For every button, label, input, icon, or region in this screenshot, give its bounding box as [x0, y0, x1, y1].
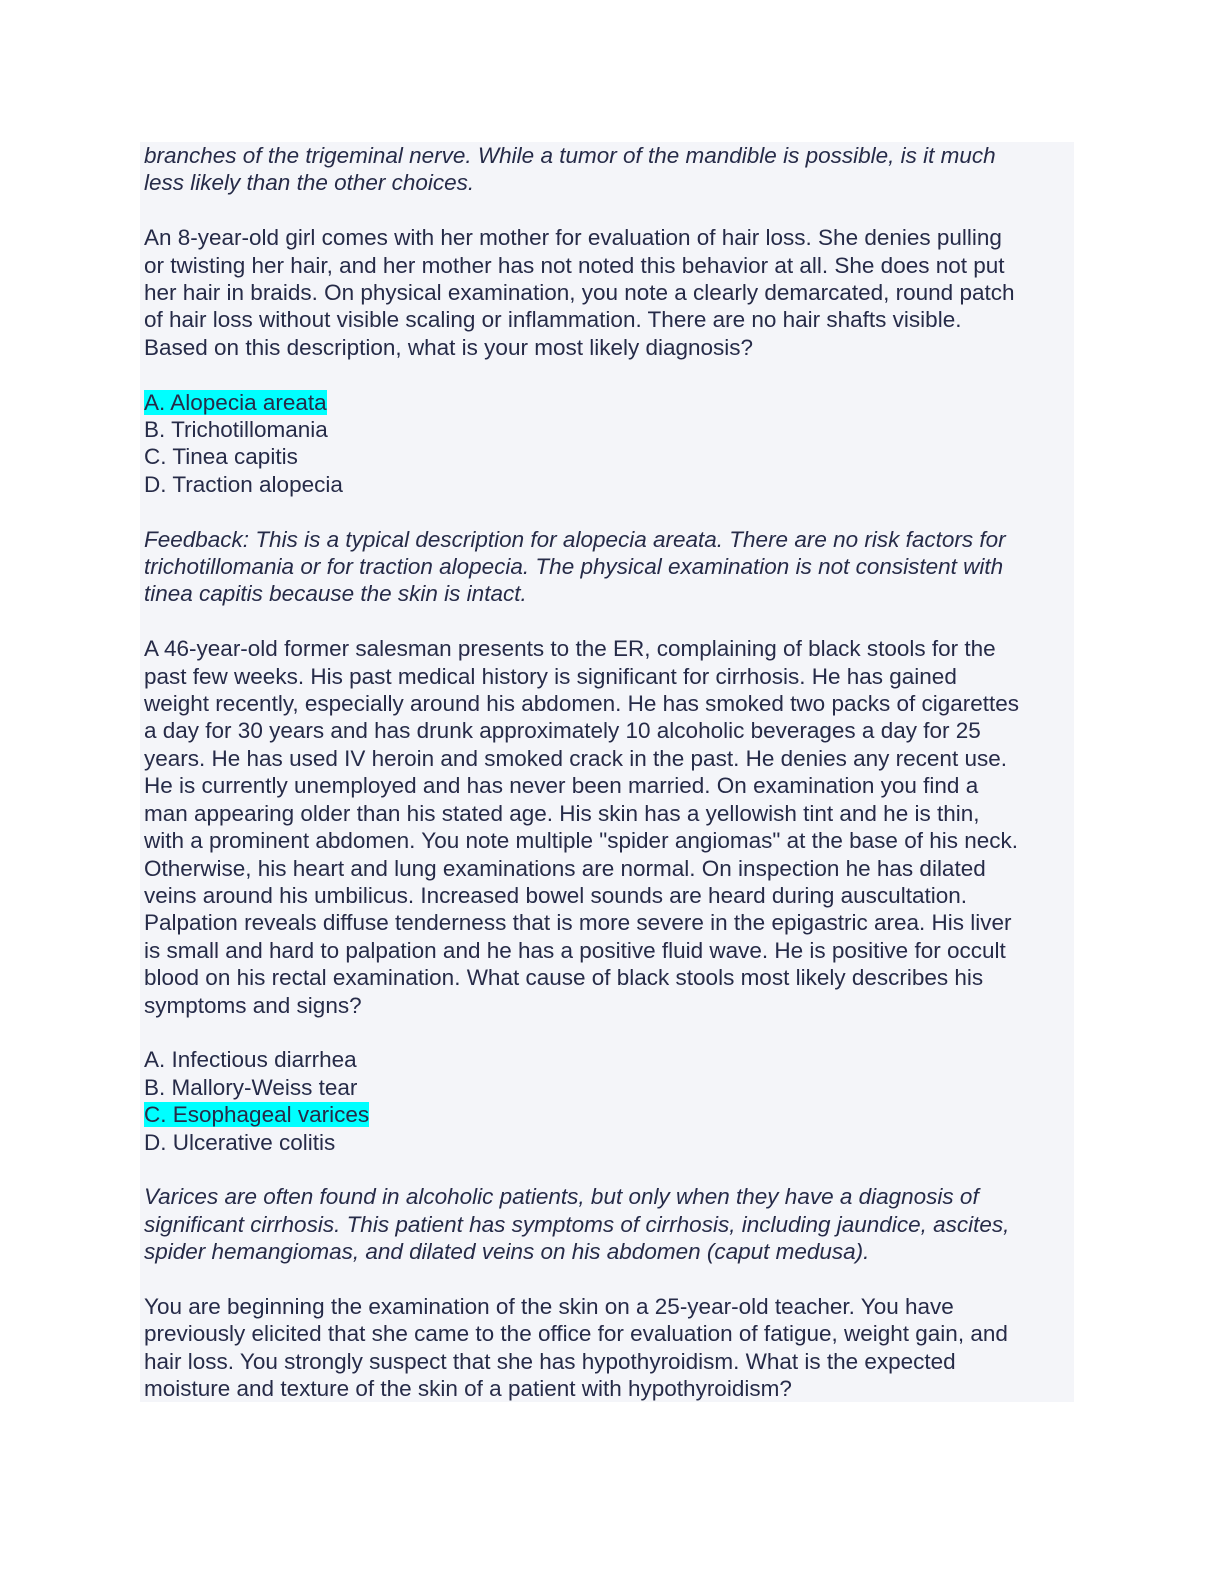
highlighted-answer: A. Alopecia areata: [144, 389, 327, 415]
option-item: C. Tinea capitis: [144, 444, 298, 470]
option-item: [144, 1101, 1074, 1128]
question-1-options: [144, 389, 1074, 499]
option-item: D. Ulcerative colitis: [144, 1129, 336, 1155]
question-2-options: [144, 1046, 1074, 1156]
question-2-feedback: Varices are often found in alcoholic patients, but only when they have a diagnosis of significant cirrhosis. This patient has symptoms of cirrhosis, including jaundice, ascites, spider hemangiomas, and dilated veins on his abdomen (caput medusa).: [144, 1184, 1010, 1265]
question-3-stem: You are beginning the examination of the skin on a 25-year-old teacher. You have previously elicited that she came to the office for evaluation of fatigue, weight gain, and hair loss. You strongly suspect that she has hypothyroidism. What is the expected moisture and texture of the skin of a patient with hypothyroidism?: [144, 1293, 1008, 1402]
document-text: [144, 142, 1074, 1403]
option-item: [144, 389, 1074, 416]
option-item: A. Infectious diarrhea: [144, 1047, 357, 1073]
option-item: B. Mallory-Weiss tear: [144, 1074, 358, 1100]
question-1-feedback: Feedback: This is a typical description for alopecia areata. There are no risk factors for trichotillomania or for traction alopecia. The physical examination is not consistent with tinea capitis because the skin is intact.: [144, 526, 1006, 607]
option-item: D. Traction alopecia: [144, 471, 343, 497]
question-2-stem: A 46-year-old former salesman presents to the ER, complaining of black stools for the past few weeks. His past medical history is significant for cirrhosis. He has gained weight recently, especially around his abdomen. He has smoked two packs of cigarettes a day for 30 years and has drunk approximately 10 alcoholic beverages a day for 25 years. He has used IV heroin and smoked crack in the past. He denies any recent use. He is currently unemployed and has never been married. On examination you find a man appearing older than his stated age. His skin has a yellowish tint and he is thin, with a prominent abdomen. You note multiple "spider angiomas" at the base of his neck. Otherwise, his heart and lung examinations are normal. On inspection he has dilated veins around his umbilicus. Increased bowel sounds are heard during auscultation. Palpation reveals diffuse tenderness that is more severe in the epigastric area. His liver is small and hard to palpation and he has a positive fluid wave. He is positive for occult blood on his rectal examination. What cause of black stools most likely describes his symptoms and signs?: [144, 636, 1020, 1018]
option-item: B. Trichotillomania: [144, 417, 328, 443]
highlighted-answer: C. Esophageal varices: [144, 1102, 370, 1128]
previous-feedback: branches of the trigeminal nerve. While a tumor of the mandible is possible, is it much less likely than the other choices.: [144, 143, 996, 196]
question-1-stem: An 8-year-old girl comes with her mother for evaluation of hair loss. She denies pulling or twisting her hair, and her mother has not noted this behavior at all. She does not put her hair in braids. On physical examination, you note a clearly demarcated, round patch of hair loss without visible scaling or inflammation. There are no hair shafts visible. Based on this description, what is your most likely diagnosis?: [144, 225, 1015, 360]
